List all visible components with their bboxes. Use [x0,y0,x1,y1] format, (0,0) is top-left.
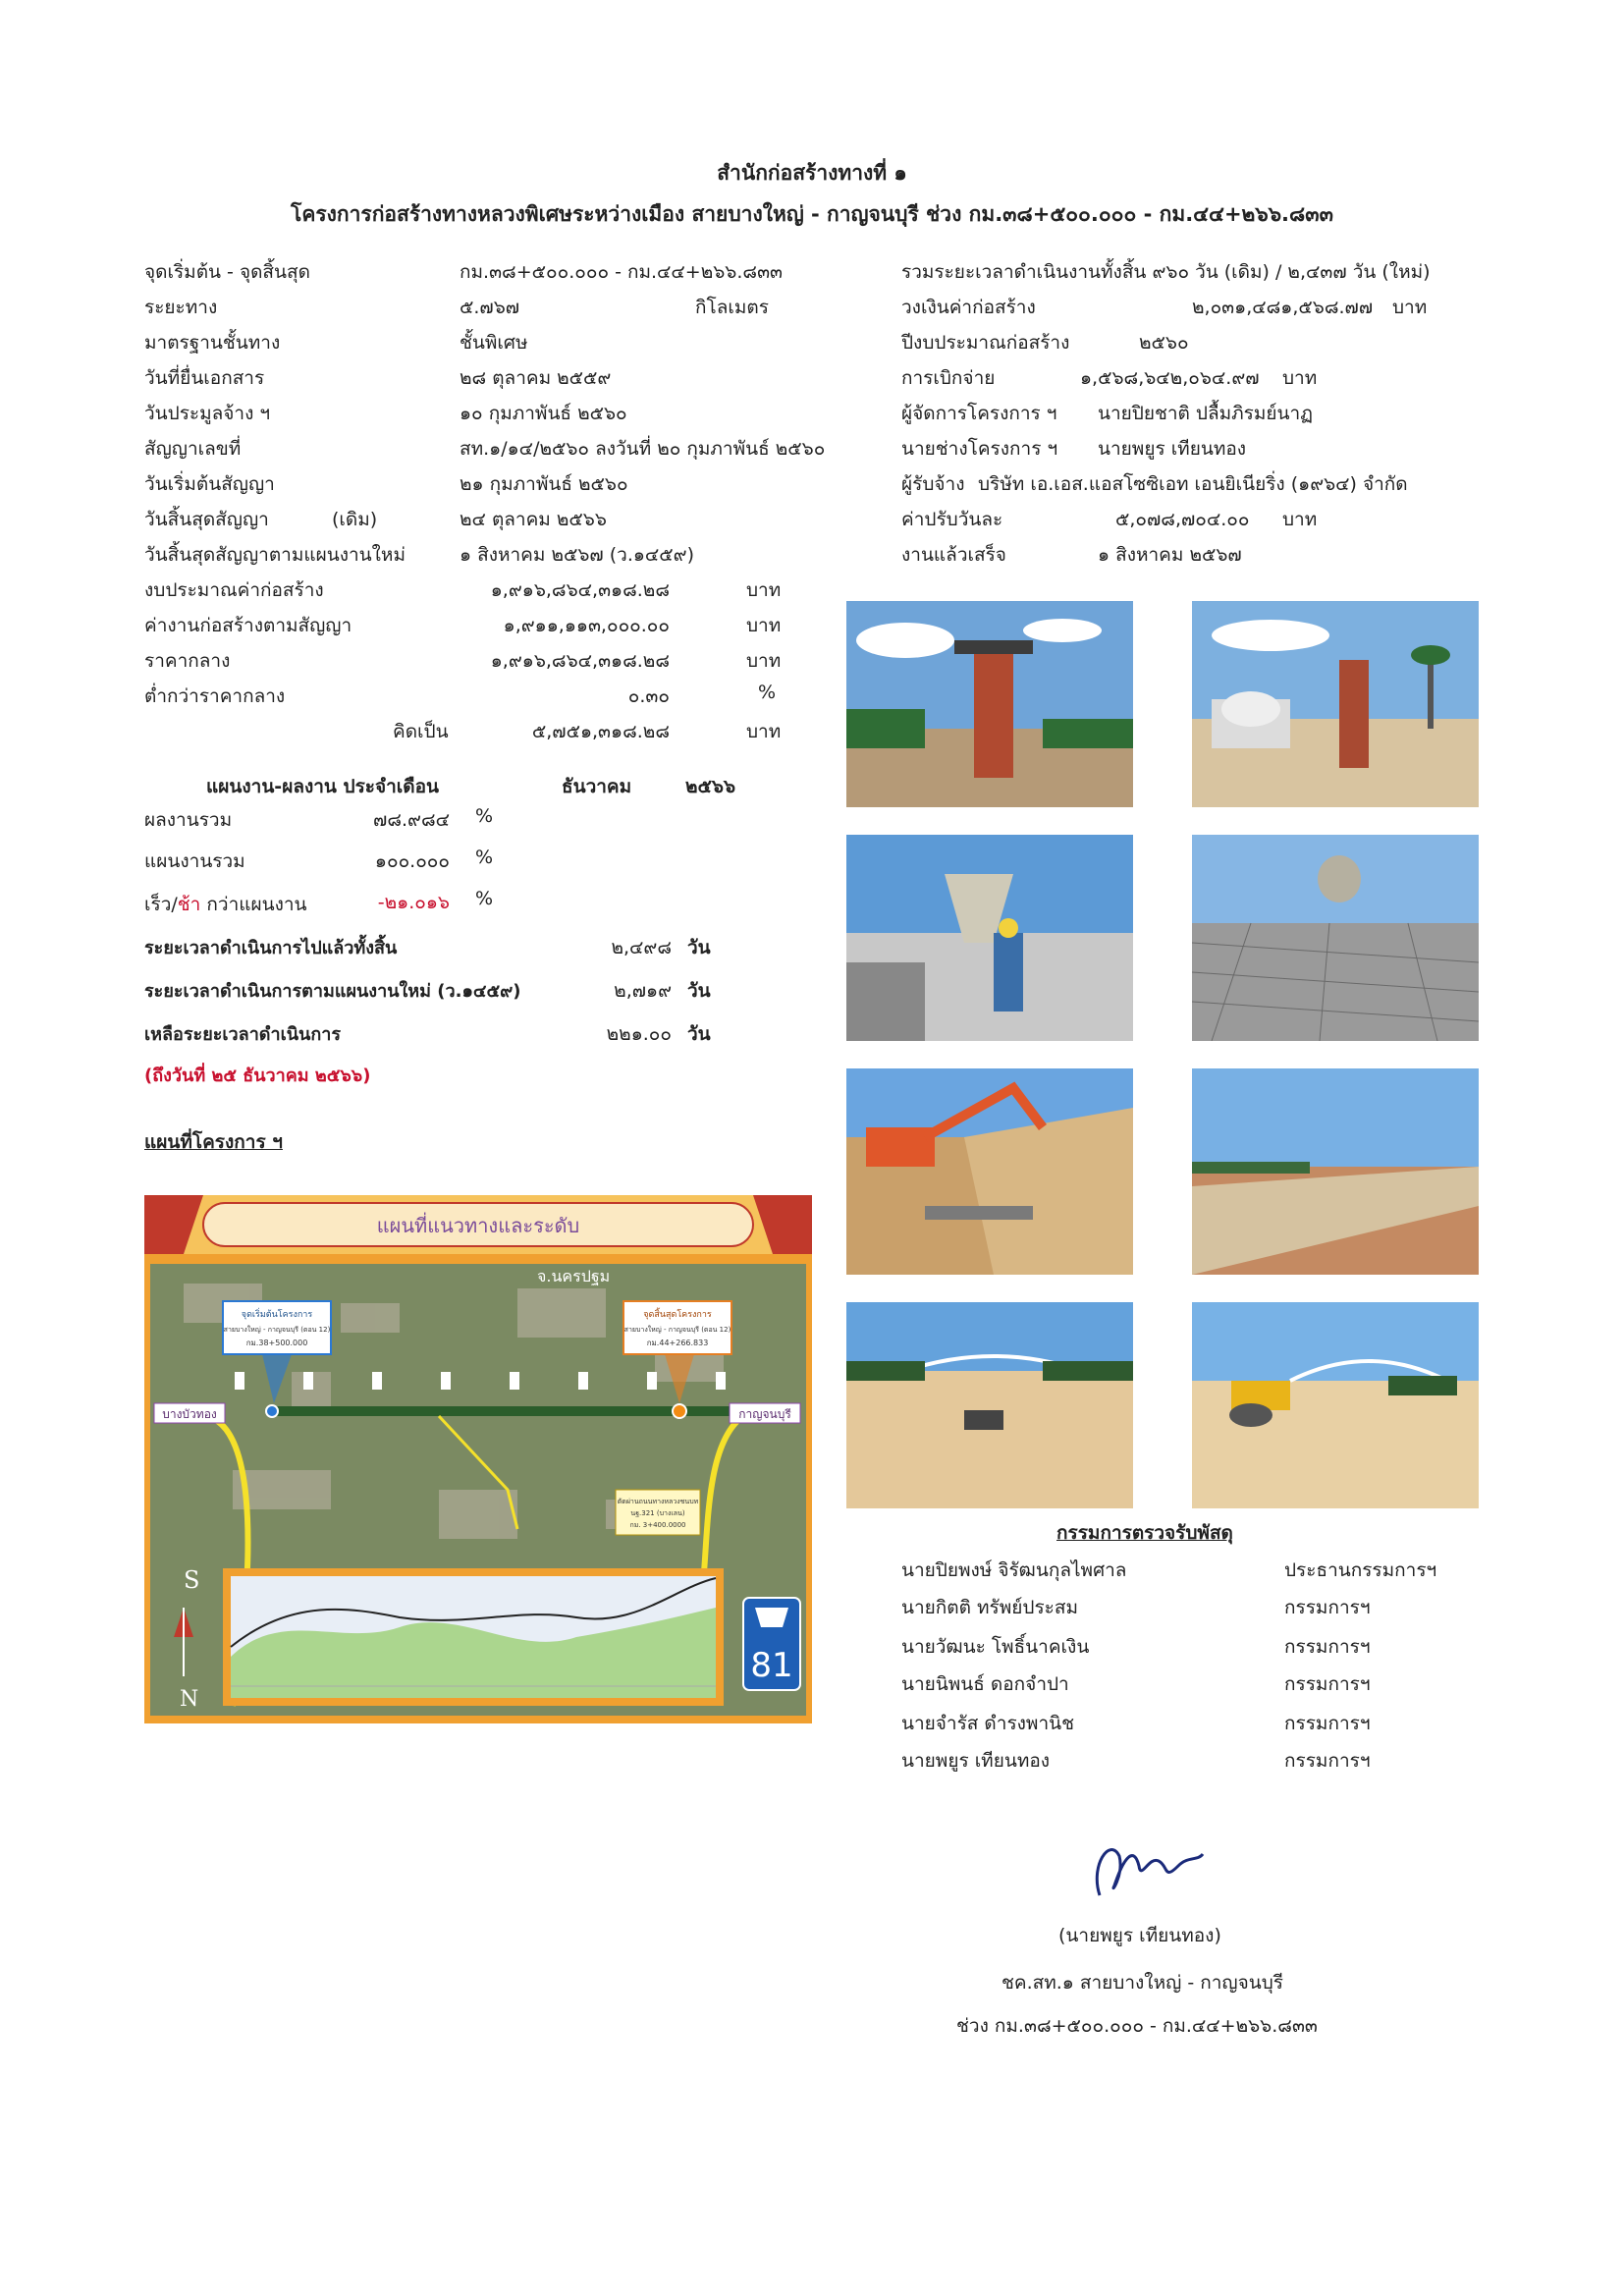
committee-member-name: นายปิยพงษ์ จิรัฒนกุลไพศาล [901,1559,1127,1581]
committee-member-role: กรรมการฯ [1284,1713,1371,1734]
signature-image [1080,1827,1218,1905]
duration-label: ระยะเวลาดำเนินการตามแผนงานใหม่ (ว.๑๔๕๙) [144,981,521,1002]
duration-label: เหลือระยะเวลาดำเนินการ [144,1024,342,1045]
info-value: นายปิยชาติ ปลื้มภิรมย์นาฏ [1098,403,1313,424]
budget-value: ๑,๙๑๑,๑๑๓,๐๐๐.๐๐ [503,615,670,636]
budget-unit: บาท [746,721,782,742]
info-label: วงเงินค่าก่อสร้าง [901,297,1036,318]
info-value: ๑ สิงหาคม ๒๕๖๗ (ว.๑๔๕๙) [460,544,695,566]
duration-unit: วัน [687,980,711,1002]
committee-member-role: กรรมการฯ [1284,1636,1371,1658]
info-unit: บาท [1282,509,1318,530]
budget-label: งบประมาณค่าก่อสร้าง [144,579,324,601]
duration-unit: วัน [687,937,711,958]
info-value: กม.๓๘+๕๐๐.๐๐๐ - กม.๔๔+๒๖๖.๘๓๓ [460,261,784,283]
signer-section: ช่วง กม.๓๘+๕๐๐.๐๐๐ - กม.๔๔+๒๖๖.๘๓๓ [956,2015,1318,2037]
info-label: มาตรฐานชั้นทาง [144,332,281,354]
committee-heading: กรรมการตรวจรับพัสดุ [1056,1522,1233,1544]
budget-value: ๑,๙๑๖,๘๖๔,๓๑๘.๒๘ [490,650,670,672]
committee-member-name: นายพยูร เทียนทอง [901,1750,1051,1772]
right-direction-label: กาญจนบุรี [738,1407,791,1421]
info-label: จุดเริ่มต้น - จุดสิ้นสุด [144,261,310,283]
info-value: ๑ สิงหาคม ๒๕๖๗ [1098,544,1242,566]
budget-label: ราคากลาง [144,650,231,672]
duration-unit: วัน [687,1023,711,1045]
info-label: รวมระยะเวลาดำเนินงานทั้งสิ้น ๙๖๐ วัน (เดิม) / ๒,๔๓๗ วัน (ใหม่) [901,261,1431,283]
committee-member-name: นายจำรัส ดำรงพานิช [901,1713,1075,1734]
ahead-text: เร็ว/ [144,894,178,915]
signer-position: ชค.สท.๑ สายบางใหญ่ - กาญจนบุรี [1001,1972,1283,1994]
site-photo-deck [1192,835,1479,1041]
info-value: ๑,๕๖๘,๖๔๒,๐๖๔.๙๗ [1080,367,1260,389]
place-label: จ.นครปฐม [537,1267,611,1285]
committee-member-role: กรรมการฯ [1284,1750,1371,1772]
crossing-box-km: กม. 3+400.0000 [629,1521,686,1529]
site-photo-mixer [1192,601,1479,807]
info-value: บริษัท เอ.เอส.แอสโซซิเอท เอนยิเนียริ่ง (๑๙๖๔) จำกัด [978,473,1408,495]
info-label: ปีงบประมาณก่อสร้าง [901,332,1070,354]
info-label: วันประมูลจ้าง ฯ [144,403,271,424]
vs-plan-text: กว่าแผนงาน [200,894,307,915]
info-value: ๒๘ ตุลาคม ๒๕๕๙ [460,367,612,389]
budget-value: ๕,๗๕๑,๓๑๘.๒๘ [531,721,670,742]
info-label: วันสิ้นสุดสัญญาตามแผนงานใหม่ [144,544,406,566]
info-value: ๕,๐๗๘,๗๐๔.๐๐ [1115,509,1250,530]
duration-label: ระยะเวลาดำเนินการไปแล้วทั้งสิ้น [144,938,398,958]
start-box-title: จุดเริ่มต้นโครงการ [241,1310,313,1320]
as-of-date: (ถึงวันที่ ๒๕ ธันวาคม ๒๕๖๖) [144,1066,371,1086]
info-value: ๑๐ กุมภาพันธ์ ๒๕๖๐ [460,403,627,424]
progress-value: ๗๘.๙๘๔ [373,809,450,831]
info-label: วันเริ่มต้นสัญญา [144,473,275,495]
budget-label: ต่ำกว่าราคากลาง [144,685,286,707]
route-number: 81 [750,1646,793,1685]
progress-month: ธันวาคม [562,776,632,797]
duration-value: ๒,๗๑๙ [614,980,672,1002]
info-value: นายพยูร เทียนทอง [1098,438,1247,460]
site-photo-excavator [846,1068,1133,1275]
committee-member-name: นายกิตติ ทรัพย์ประสม [901,1597,1078,1618]
start-box-km: กม.38+500.000 [245,1339,308,1347]
budget-unit: บาท [746,615,782,636]
info-label: วันที่ยื่นเอกสาร [144,367,265,389]
committee-member-role: กรรมการฯ [1284,1597,1371,1618]
committee-member-role: ประธานกรรมการฯ [1284,1559,1437,1581]
budget-value: ๑,๙๑๖,๘๖๔,๓๑๘.๒๘ [490,579,670,601]
info-value: ๒๔ ตุลาคม ๒๕๖๖ [460,509,607,530]
info-label: ระยะทาง [144,297,218,318]
end-box-km: กม.44+266.833 [646,1339,709,1347]
progress-label: ผลงานรวม [144,809,233,831]
progress-value-delta: -๒๑.๐๑๖ [377,892,450,913]
budget-unit: % [758,682,777,703]
office-title: สำนักก่อสร้างทางที่ ๑ [717,161,907,185]
committee-member-name: นายนิพนธ์ ดอกจำปา [901,1673,1069,1695]
budget-label: ค่างานก่อสร้างตามสัญญา [144,615,352,636]
info-value: ๕.๗๖๗ [460,297,520,318]
info-label: งานแล้วเสร็จ [901,544,1006,566]
info-value: สท.๑/๑๔/๒๕๖๐ ลงวันที่ ๒๐ กุมภาพันธ์ ๒๕๖๐ [460,438,826,460]
duration-value: ๒๒๑.๐๐ [606,1023,672,1045]
progress-unit: % [475,847,494,868]
progress-label-ahead-behind [144,890,307,919]
crossing-box-title: ตัดผ่านถนนทางหลวงชนบท [617,1498,699,1505]
info-value: ๒,๐๓๑,๔๘๑,๕๖๘.๗๗ [1192,297,1374,318]
budget-label: คิดเป็น [393,721,449,742]
duration-value: ๒,๔๙๘ [611,937,672,958]
info-label: นายช่างโครงการ ฯ [901,438,1058,460]
map-heading: แผนที่โครงการ ฯ [144,1131,283,1153]
left-direction-label: บางบัวทอง [162,1407,217,1421]
site-photo-pour [846,835,1133,1041]
compass-north: N [180,1687,199,1712]
progress-year: ๒๕๖๖ [685,776,736,797]
info-label: ค่าปรับวันละ [901,509,1003,530]
start-box-route: สายบางใหญ่ - กาญจนบุรี (ตอน 12) [223,1326,331,1334]
progress-heading: แผนงาน-ผลงาน ประจำเดือน [206,776,440,797]
site-photo-roller [1192,1302,1479,1508]
budget-value: ๐.๓๐ [627,685,670,707]
info-label: ผู้รับจ้าง [901,473,965,495]
budget-unit: บาท [746,579,782,601]
map-banner-text: แผนที่แนวทางและระดับ [376,1214,580,1237]
progress-unit: % [475,888,494,909]
info-label: ผู้จัดการโครงการ ฯ [901,403,1057,424]
info-label: วันสิ้นสุดสัญญา [144,509,269,530]
committee-member-name: นายวัฒนะ โพธิ์นาคเงิน [901,1636,1090,1658]
project-title: โครงการก่อสร้างทางหลวงพิเศษระหว่างเมือง สายบางใหญ่ - กาญจนบุรี ช่วง กม.๓๘+๕๐๐.๐๐๐ - กม.๔๔+๒๖๖.๘๓๓ [291,202,1333,226]
signer-name: (นายพยูร เทียนทอง) [1058,1925,1221,1946]
info-label: สัญญาเลขที่ [144,438,242,460]
site-photo-grading [846,1302,1133,1508]
end-box-route: สายบางใหญ่ - กาญจนบุรี (ตอน 12) [623,1326,731,1334]
info-unit: บาท [1392,297,1428,318]
info-value: ๒๑ กุมภาพันธ์ ๒๕๖๐ [460,473,628,495]
info-value: ๒๕๖๐ [1139,332,1189,354]
progress-value: ๑๐๐.๐๐๐ [374,850,450,872]
info-value: ชั้นพิเศษ [460,332,528,354]
behind-text: ช้า [177,894,201,915]
site-photo-tower [846,601,1133,807]
committee-member-role: กรรมการฯ [1284,1673,1371,1695]
progress-label: แผนงานรวม [144,850,245,872]
compass-south: S [184,1566,200,1594]
info-label-note: (เดิม) [332,509,378,530]
site-photo-roadbed [1192,1068,1479,1275]
end-box-title: จุดสิ้นสุดโครงการ [643,1310,712,1320]
crossing-box-road: นฐ.321 (บางเลน) [630,1509,685,1517]
progress-unit: % [475,805,494,827]
info-unit: กิโลเมตร [695,297,769,318]
info-unit: บาท [1282,367,1318,389]
info-label: การเบิกจ่าย [901,367,996,389]
project-map [144,1195,812,1723]
budget-unit: บาท [746,650,782,672]
